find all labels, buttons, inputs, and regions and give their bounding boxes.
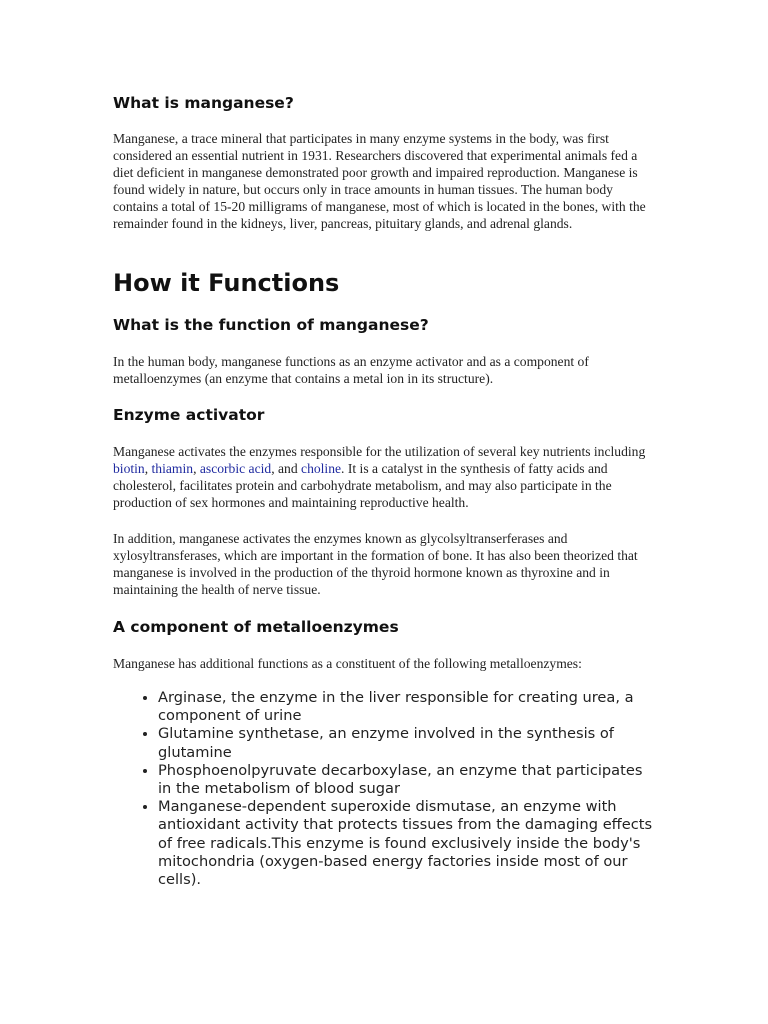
heading-component-of-metalloenzymes: A component of metalloenzymes bbox=[113, 618, 399, 636]
heading-function-of-manganese: What is the function of manganese? bbox=[113, 316, 429, 334]
paragraph-metalloenzymes-intro: Manganese has additional functions as a constituent of the following metalloenzymes: bbox=[113, 656, 582, 671]
link-biotin[interactable]: biotin bbox=[113, 461, 145, 476]
paragraph-enzyme-activator-2: In addition, manganese activates the enzymes known as glycolsyltranserferases and xylosyltransferases, which are important in the formation of bone. It has also been theorized that manganese is involved in the production of the thyroid hormone known as thyroxine and in maintaining the health of nerve tissue. bbox=[113, 531, 638, 597]
heading-what-is-manganese: What is manganese? bbox=[113, 94, 294, 112]
list-item: • Glutamine synthetase, an enzyme involved in the synthesis of glutamine bbox=[158, 725, 658, 761]
text-segment: , and bbox=[271, 461, 302, 476]
list-item: • Arginase, the enzyme in the liver responsible for creating urea, a component of urine bbox=[158, 689, 658, 725]
link-choline[interactable]: choline bbox=[301, 461, 342, 476]
list-item: • Manganese-dependent superoxide dismutase, an enzyme with antioxidant activity that protects tissues from the damaging effects of free radicals.This enzyme is found exclusively inside the body's mitochondria (oxygen-based energy factories inside most of our cells). bbox=[158, 798, 658, 889]
link-thiamin[interactable]: thiamin bbox=[151, 461, 194, 476]
title-how-it-functions: How it Functions bbox=[113, 269, 340, 297]
text-segment: , bbox=[193, 461, 200, 476]
heading-enzyme-activator: Enzyme activator bbox=[113, 406, 265, 424]
paragraph-what-is-manganese: Manganese, a trace mineral that participates in many enzyme systems in the body, was first considered an essential nutrient in 1931. Researchers discovered that experimental animals fed a diet deficient in manganese demonstrated poor growth and impaired reproduction. Manganese is found widely in nature, but occurs only in trace amounts in human tissues. The human body contains a total of 15-20 milligrams of manganese, most of which is located in the bones, with the remainder found in the kidneys, liver, pancreas, pituitary glands, and adrenal glands. bbox=[113, 131, 646, 231]
text-segment: Manganese activates the enzymes responsible for the utilization of several key nutrients including bbox=[113, 444, 646, 459]
paragraph-enzyme-activator-1 bbox=[113, 443, 658, 511]
metalloenzyme-list bbox=[113, 689, 658, 889]
text-segment: , bbox=[144, 461, 152, 476]
link-ascorbic-acid[interactable]: ascorbic acid bbox=[199, 461, 272, 476]
text-segment: . It is a catalyst in the synthesis of fatty acids and cholesterol, facilitates protein and carbohydrate metabolism, and may also participate in the production of sex hormones and maintaining reproductive health. bbox=[113, 461, 612, 510]
list-item: • Phosphoenolpyruvate decarboxylase, an enzyme that participates in the metabolism of blood sugar bbox=[158, 762, 658, 798]
paragraph-function-of-manganese: In the human body, manganese functions as an enzyme activator and as a component of metalloenzymes (an enzyme that contains a metal ion in its structure). bbox=[113, 354, 589, 386]
